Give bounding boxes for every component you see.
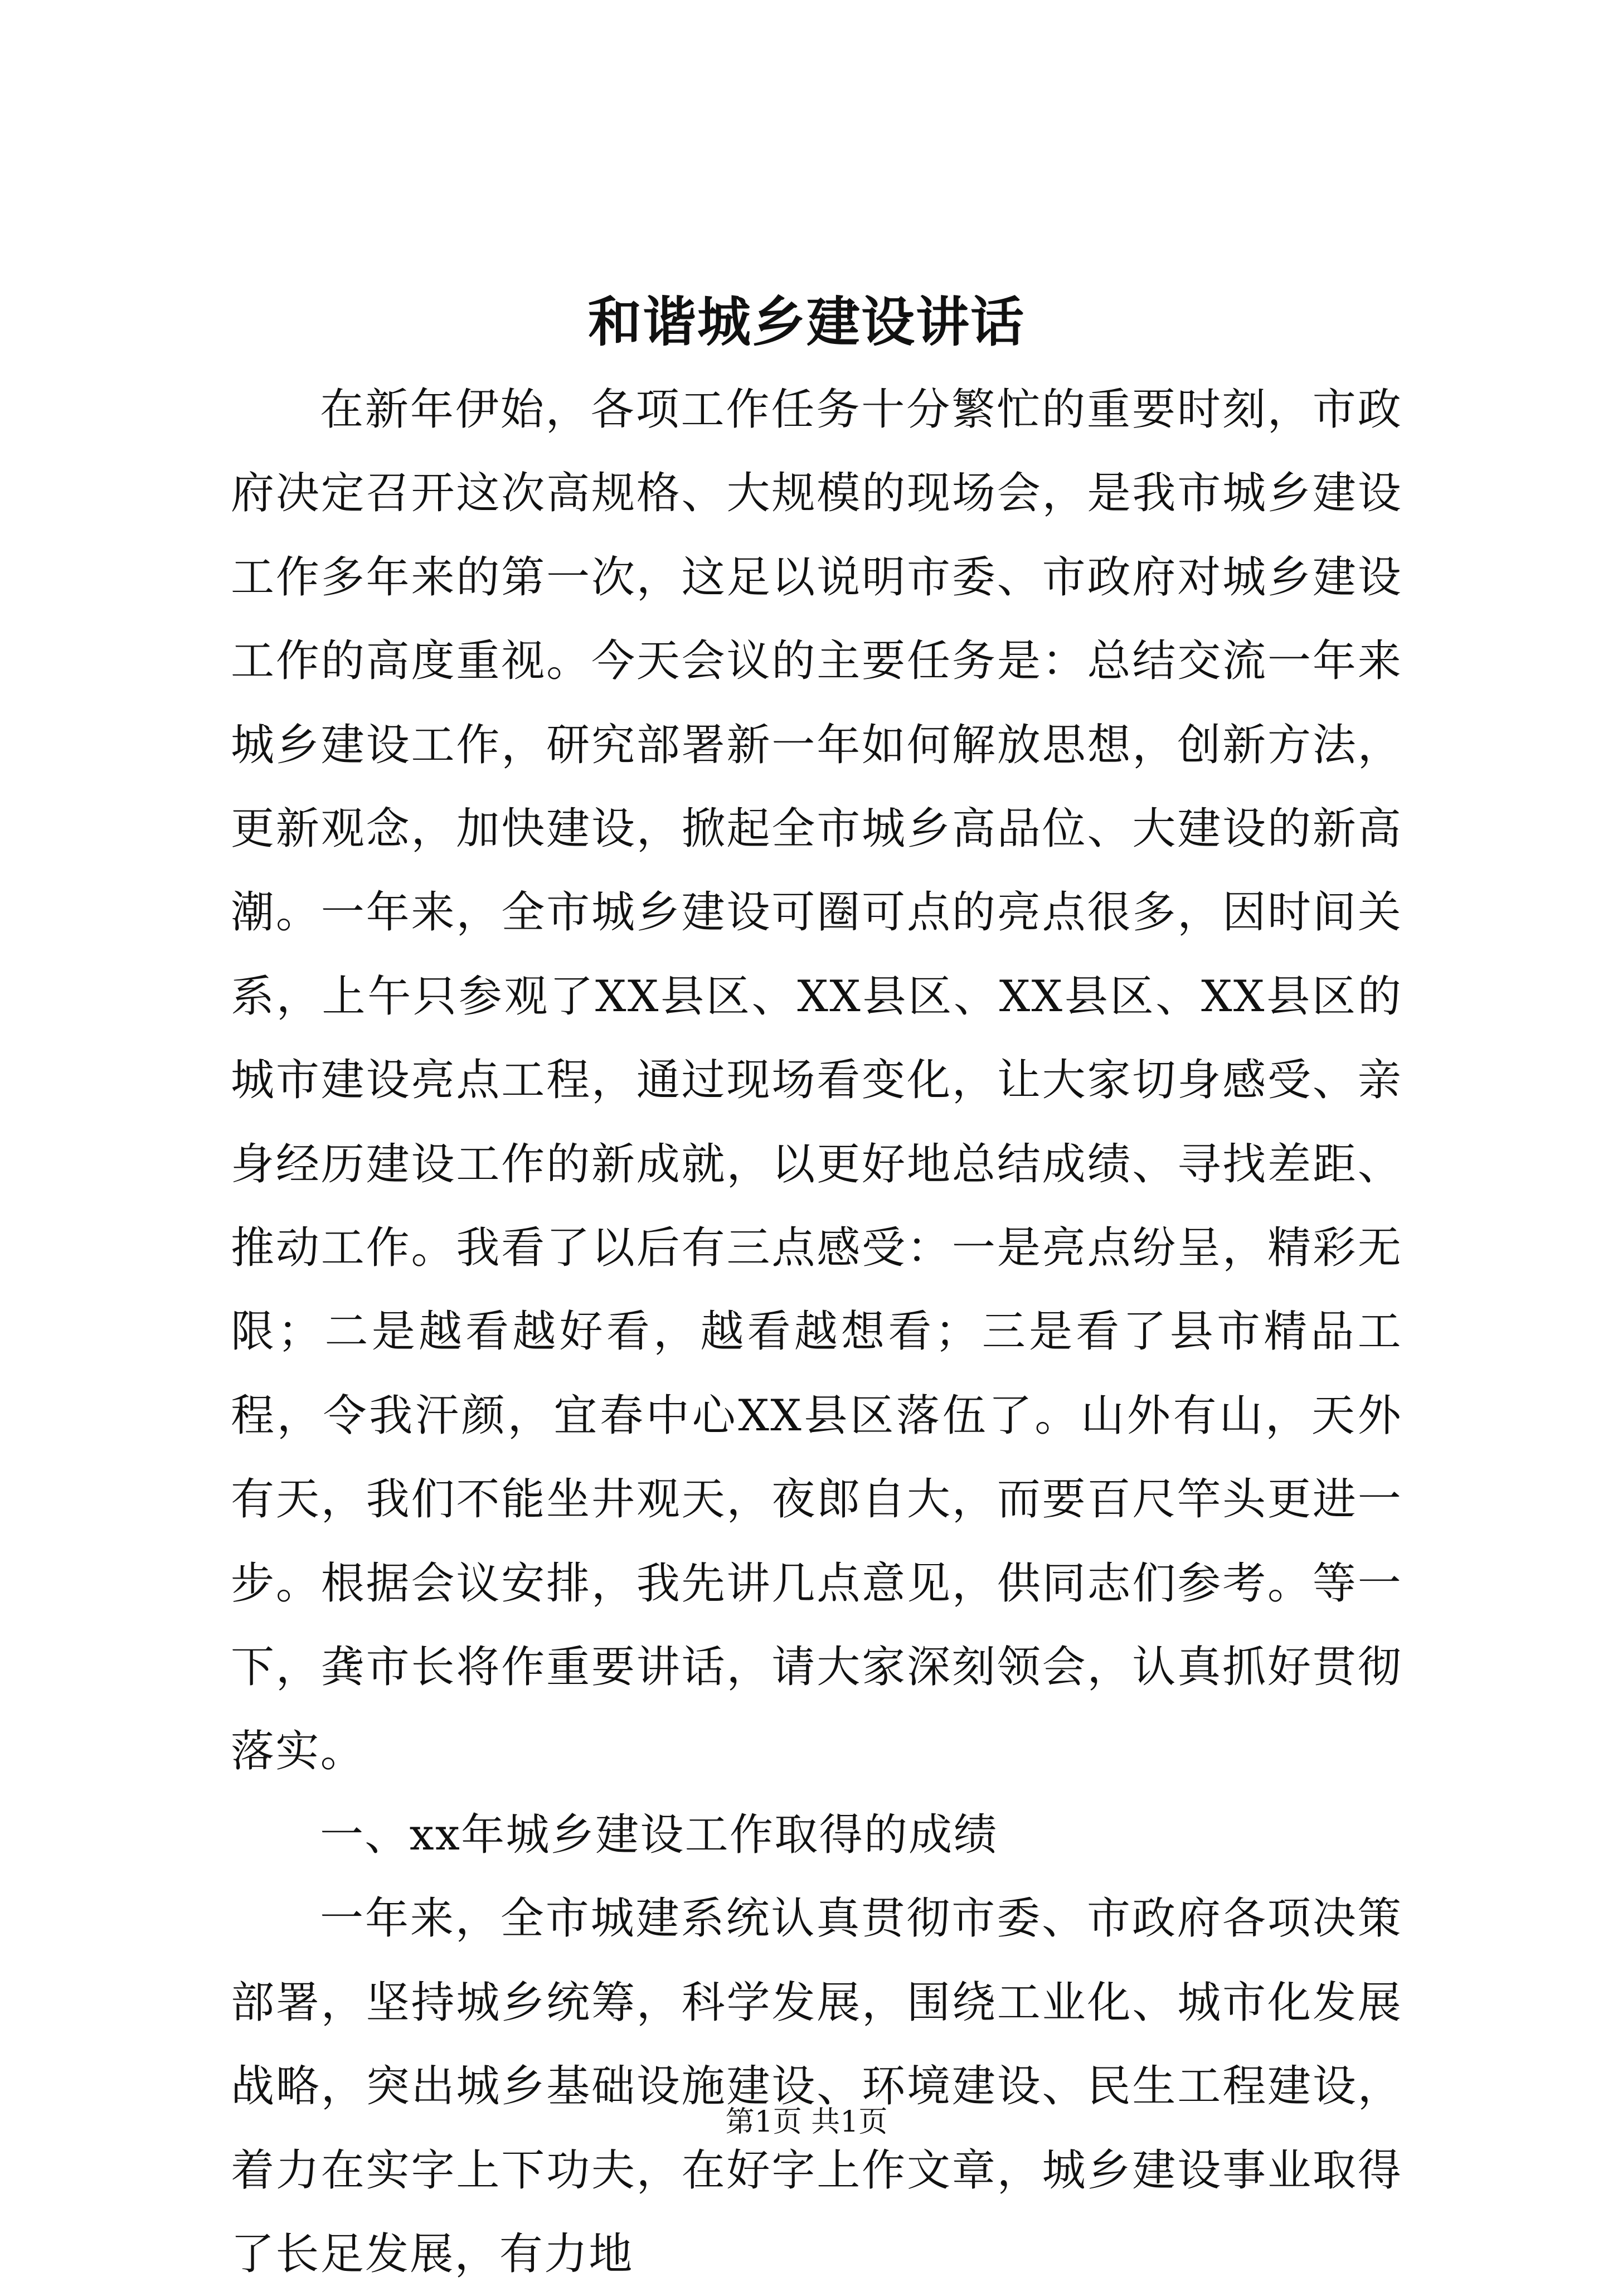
page-number: 第1页 共1页 xyxy=(725,2105,888,2139)
section-heading: 一、xx年城乡建设工作取得的成绩 xyxy=(320,1809,998,1860)
paragraph-achievements: 一年来，全市城建系统认真贯彻市委、市政府各项决策部署，坚持城乡统筹，科学发展，围绕工业化、城市化发展战略，突出城乡基础设施建设、环境建设、民生工程建设，着力在实字上下功夫，在好字上作文章，城乡建设事业取得了长足发展，有力地 xyxy=(231,1894,1402,2279)
document-body xyxy=(231,368,1402,2296)
page-footer xyxy=(0,2104,1613,2140)
paragraph-intro: 在新年伊始，各项工作任务十分繁忙的重要时刻，市政府决定召开这次高规格、大规模的现场会，是我市城乡建设工作多年来的第一次，这足以说明市委、市政府对城乡建设工作的高度重视。今天会议的主要任务是：总结交流一年来城乡建设工作，研究部署新一年如何解放思想，创新方法，更新观念，加快建设，掀起全市城乡高品位、大建设的新高潮。一年来，全市城乡建设可圈可点的亮点很多，因时间关系，上午只参观了XX县区、XX县区、XX县区、XX县区的城市建设亮点工程，通过现场看变化，让大家切身感受、亲身经历建设工作的新成就，以更好地总结成绩、寻找差距、推动工作。我看了以后有三点感受：一是亮点纷呈，精彩无限；二是越看越好看，越看越想看；三是看了县市精品工程，令我汗颜，宜春中心XX县区落伍了。山外有山，天外有天，我们不能坐井观天，夜郎自大，而要百尺竿头更进一步。根据会议安排，我先讲几点意见，供同志们参考。等一下，龚市长将作重要讲话，请大家深刻领会，认真抓好贯彻落实。 xyxy=(231,385,1402,1776)
document-title: 和谐城乡建设讲话 xyxy=(588,290,1025,353)
